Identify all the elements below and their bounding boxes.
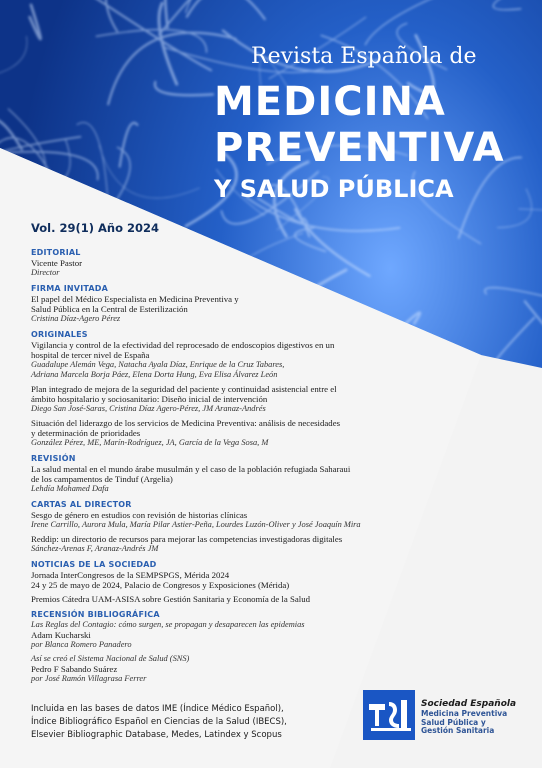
article-title: de los campamentos de Tinduf (Argelia) — [31, 474, 173, 484]
article-authors: Cristina Díaz-Agero Pérez — [31, 314, 121, 323]
sections-list — [31, 248, 371, 684]
article-title: La salud mental en el mundo árabe musulmán y el caso de la población refugiada Saharaui — [31, 464, 351, 474]
masthead-salud-publica: Y SALUD PÚBLICA — [214, 175, 454, 203]
article-authors: Diego San José-Saras, Cristina Díaz Agero-Pérez, JM Aranaz-Andrés — [31, 404, 266, 413]
article-authors: Así se creó el Sistema Nacional de Salud (SNS) — [31, 654, 190, 663]
article-title: y determinación de prioridades — [31, 428, 141, 438]
toc-article — [31, 384, 371, 414]
toc-article — [31, 570, 371, 590]
indexing-note — [31, 703, 301, 742]
section-heading: EDITORIAL — [31, 248, 81, 257]
society-text — [421, 699, 516, 736]
masthead-preventiva: PREVENTIVA — [214, 125, 505, 171]
article-authors: por Blanca Romero Panadero — [31, 640, 132, 649]
article-title: Pedro F Sabando Suárez — [31, 664, 118, 674]
toc-article — [31, 294, 371, 324]
indexing-line: Incluida en las bases de datos IME (Índice Médico Español), — [31, 704, 284, 714]
article-title: Vicente Pastor — [31, 258, 83, 268]
article-authors: Guadalupe Alemán Vega, Natacha Ayala Díaz, Enrique de la Cruz Tabares, — [31, 360, 285, 369]
article-authors: Las Reglas del Contagio: cómo surgen, se propagan y desaparecen las epidemias — [31, 620, 305, 629]
toc-article — [31, 594, 371, 604]
table-of-contents — [31, 221, 371, 690]
article-title: hospital de tercer nivel de España — [31, 350, 150, 360]
toc-section — [31, 454, 371, 494]
article-title: Premios Cátedra UAM-ASISA sobre Gestión Sanitaria y Economía de la Salud — [31, 594, 311, 604]
society-line: Gestión Sanitaria — [421, 726, 495, 735]
society-logo-icon — [363, 690, 415, 740]
article-authors: por José Ramón Villagrasa Ferrer — [31, 674, 147, 683]
toc-section — [31, 330, 371, 448]
toc-section — [31, 560, 371, 604]
volume-label: Vol. 29(1) Año 2024 — [31, 221, 160, 235]
toc-section — [31, 248, 371, 278]
article-title: Situación del liderazgo de los servicios de Medicina Preventiva: análisis de necesidades — [31, 418, 341, 428]
section-heading: ORIGINALES — [31, 330, 88, 339]
article-title: El papel del Médico Especialista en Medicina Preventiva y — [31, 294, 239, 304]
toc-article — [31, 620, 371, 650]
article-authors: Irene Carrillo, Aurora Mula, María Pilar Astier-Peña, Lourdes Luzón-Oliver y José Joaquín Mira — [31, 520, 361, 529]
article-title: Reddip: un directorio de recursos para mejorar las competencias investigadoras digitales — [31, 534, 343, 544]
article-authors: Adriana Marcela Borja Páez, Elena Dorta Hung, Eva Elisa Álvarez León — [31, 370, 278, 379]
masthead-top: Revista Española de — [251, 44, 477, 69]
article-authors: González Pérez, ME, Marín-Rodríguez, JA, García de la Vega Sosa, M — [31, 438, 269, 447]
article-authors: Sánchez-Arenas F, Aranaz-Andrés JM — [31, 544, 159, 553]
toc-article — [31, 258, 371, 278]
article-authors: Director — [31, 268, 60, 277]
society-line: Medicina Preventiva — [421, 709, 508, 718]
indexing-line: Índice Bibliográfico Español en Ciencias de la Salud (IBECS), — [31, 717, 287, 727]
section-heading: REVISIÓN — [31, 454, 76, 463]
article-title: ámbito hospitalario y sociosanitario: Diseño inicial de intervención — [31, 394, 268, 404]
toc-article — [31, 654, 371, 684]
society-name: Sociedad Española — [421, 699, 517, 709]
article-title: Plan integrado de mejora de la seguridad del paciente y continuidad asistencial entre el — [31, 384, 337, 394]
toc-article — [31, 418, 371, 448]
section-heading: NOTICIAS DE LA SOCIEDAD — [31, 560, 157, 569]
article-title: Jornada InterCongresos de la SEMPSPGS, Mérida 2024 — [31, 570, 230, 580]
section-heading: FIRMA INVITADA — [31, 284, 109, 293]
society-line: Salud Pública y — [421, 717, 486, 727]
section-heading: RECENSIÓN BIBLIOGRÁFICA — [31, 610, 160, 619]
masthead-medicina: MEDICINA — [214, 79, 446, 125]
article-title: 24 y 25 de mayo de 2024, Palacio de Congresos y Exposiciones (Mérida) — [31, 580, 290, 590]
article-title: Sesgo de género en estudios con revisión de historias clínicas — [31, 510, 248, 520]
toc-section — [31, 500, 371, 554]
article-authors: Lehdía Mohamed Dafa — [31, 484, 109, 493]
society-logo-graphic — [363, 690, 415, 740]
toc-article — [31, 534, 371, 554]
toc-section — [31, 610, 371, 684]
article-title: Vigilancia y control de la efectividad del reprocesado de endoscopios digestivos en un — [31, 340, 335, 350]
society-block — [363, 690, 538, 740]
toc-article — [31, 464, 371, 494]
article-title: Adam Kucharski — [31, 630, 91, 640]
indexing-line: Elsevier Bibliographic Database, Medes, Latindex y Scopus — [31, 730, 282, 740]
toc-article — [31, 340, 371, 380]
article-title: Salud Pública en la Central de Esterilización — [31, 304, 188, 314]
toc-section — [31, 284, 371, 324]
section-heading: CARTAS AL DIRECTOR — [31, 500, 132, 509]
toc-article — [31, 510, 371, 530]
